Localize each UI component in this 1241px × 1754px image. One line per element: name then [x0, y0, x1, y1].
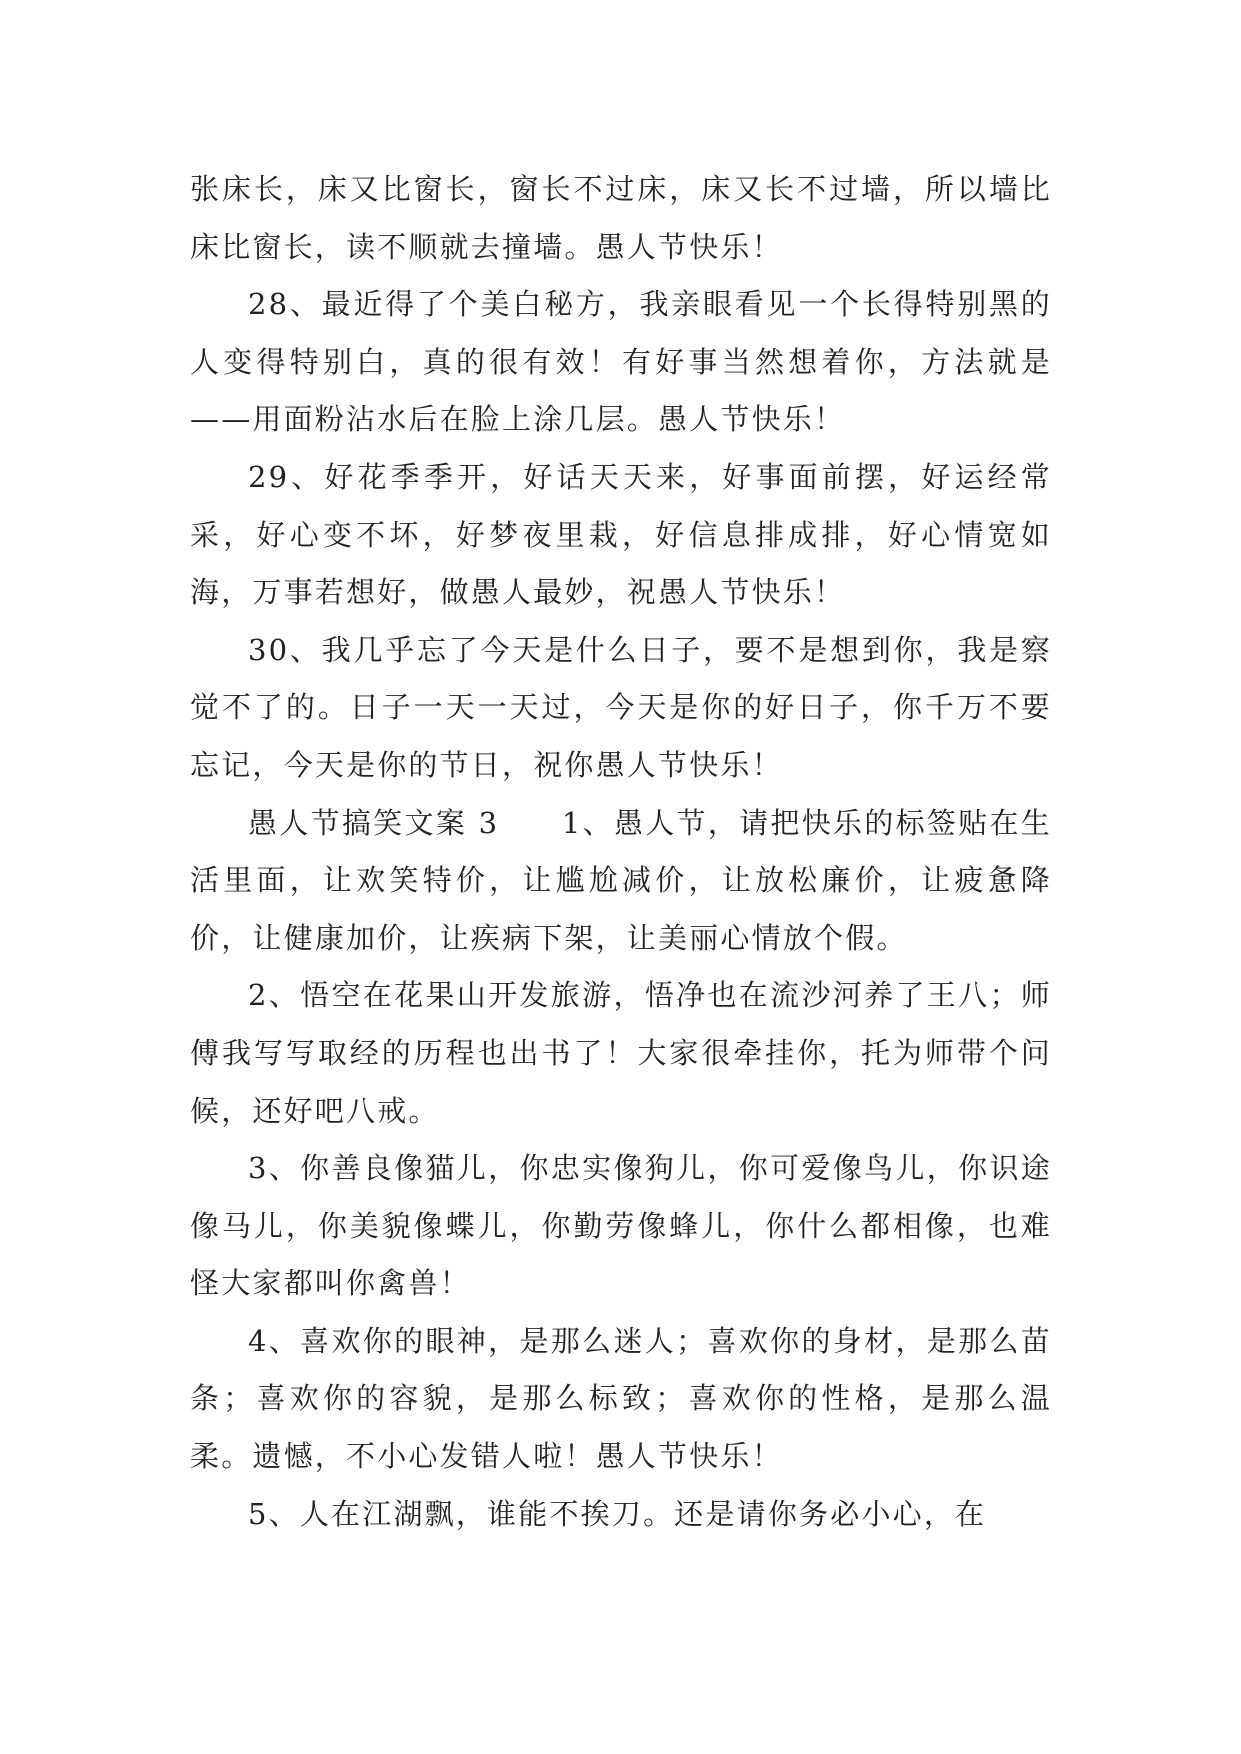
paragraph-item-4: 4、喜欢你的眼神，是那么迷人；喜欢你的身材，是那么苗条；喜欢你的容貌，是那么标致；喜欢你的性格，是那么温柔。遗憾，不小心发错人啦！愚人节快乐！	[190, 1323, 1052, 1474]
paragraph-item-28: 28、最近得了个美白秘方，我亲眼看见一个长得特别黑的人变得特别白，真的很有效！有好事当然想着你，方法就是——用面粉沾水后在脸上涂几层。愚人节快乐！	[190, 287, 1052, 437]
paragraph-item-5: 5、人在江湖飘，谁能不挨刀。还是请你务必小心，在	[248, 1496, 987, 1531]
paragraph-item-30: 30、我几乎忘了今天是什么日子，要不是想到你，我是察觉不了的。日子一天一天过，今天是你的好日子，你千万不要忘记，今天是你的节日，祝你愚人节快乐！	[190, 632, 1052, 782]
paragraph-item-3: 3、你善良像猫儿，你忠实像狗儿，你可爱像鸟儿，你识途像马儿，你美貌像蝶儿，你勤劳像蜂儿，你什么都相像，也难怪大家都叫你禽兽！	[190, 1151, 1052, 1301]
document-body	[190, 161, 1052, 1543]
paragraph-item-2: 2、悟空在花果山开发旅游，悟净也在流沙河养了王八；师傅我写写取经的历程也出书了！大家很牵挂你，托为师带个问候，还好吧八戒。	[190, 978, 1052, 1128]
paragraph-section-3-item-1: 愚人节搞笑文案 3 1、愚人节，请把快乐的标签贴在生活里面，让欢笑特价，让尴尬减价，让放松廉价，让疲惫降价，让健康加价，让疾病下架，让美丽心情放个假。	[190, 805, 1052, 955]
paragraph-item-29: 29、好花季季开，好话天天来，好事面前摆，好运经常采，好心变不坏，好梦夜里栽，好信息排成排，好心情宽如海，万事若想好，做愚人最妙，祝愚人节快乐！	[190, 459, 1052, 610]
paragraph-continuation: 张床长，床又比窗长，窗长不过床，床又长不过墙，所以墙比床比窗长，读不顺就去撞墙。愚人节快乐！	[190, 172, 1052, 264]
